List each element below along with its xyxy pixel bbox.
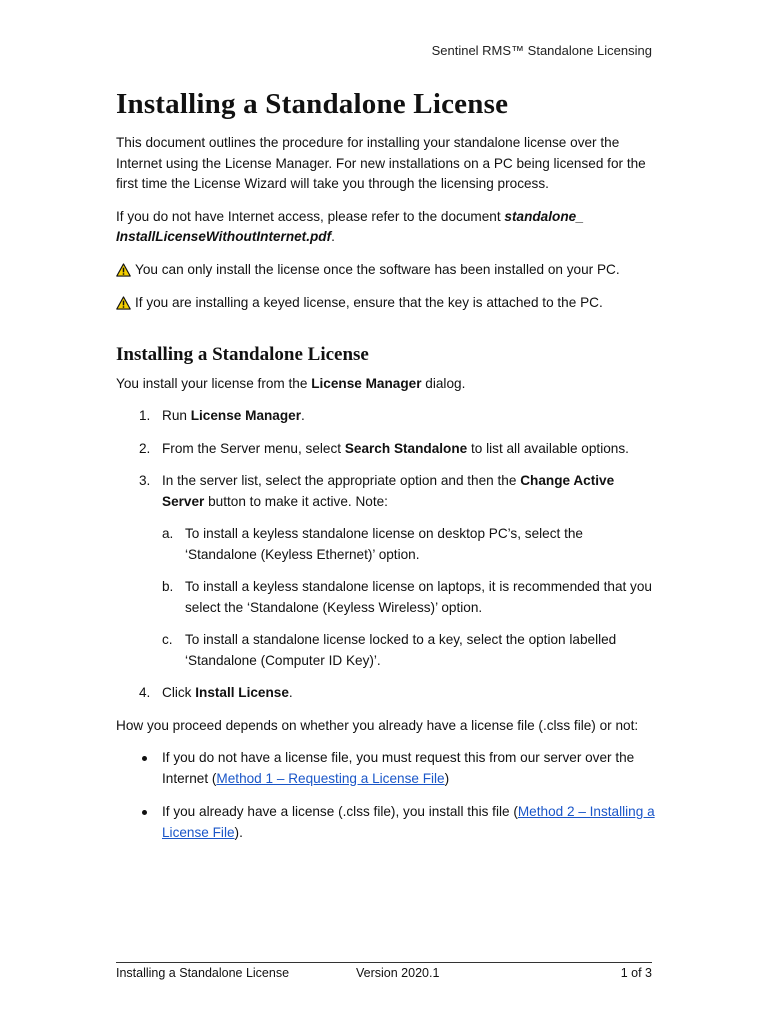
section-heading: Installing a Standalone License [116, 343, 369, 365]
footer-title: Installing a Standalone License [116, 966, 290, 980]
steps-list [116, 406, 656, 704]
page-footer [116, 962, 652, 980]
substep-text: To install a standalone license locked to a key, select the option labelled ‘Standalone (Computer ID Key)’. [185, 632, 617, 668]
step-number: 1. [139, 408, 151, 423]
bullet-end: ) [444, 770, 450, 786]
warning-icon [116, 263, 131, 277]
page-number: 1 of 3 [620, 966, 652, 980]
document-reference: standalone_ InstallLicenseWithoutInternet.pdf [116, 208, 584, 244]
page-title: Installing a Standalone License [116, 88, 509, 120]
substep-letter: c. [162, 632, 173, 647]
list-item [162, 577, 656, 618]
proceed-paragraph: How you proceed depends on whether you already have a license file (.clss file) or not: [116, 717, 639, 733]
section-lead-end: dialog. [421, 375, 466, 391]
bullet-icon [142, 756, 147, 761]
step-end: . [288, 685, 293, 700]
step-bold: License Manager [190, 408, 302, 423]
substep-letter: b. [162, 579, 174, 594]
step-text: In the server list, select the appropriate option and then the [162, 473, 521, 488]
running-header: Sentinel RMS™ Standalone Licensing [431, 43, 652, 58]
bullet-text: If you already have a license (.clss file), you install this file ( [162, 804, 518, 819]
step-number: 2. [139, 440, 151, 456]
list-item [116, 748, 656, 789]
intro-paragraph: This document outlines the procedure for installing your standalone license over the Internet using the License Manager. For new installations on a PC being licensed for the first time the License Wizard will take you through the licensing process. [116, 135, 646, 191]
no-internet-paragraph [116, 207, 656, 248]
license-manager-label: License Manager [311, 375, 422, 391]
list-item [116, 406, 656, 427]
list-item [162, 630, 656, 671]
step-end: to list all available options. [467, 440, 629, 456]
substep-text: To install a keyless standalone license on desktop PC’s, select the ‘Standalone (Keyless Ethernet)’ option. [185, 526, 583, 562]
substeps-list [162, 524, 656, 671]
step-end: button to make it active. Note: [204, 493, 388, 509]
warning-text: If you are installing a keyed license, ensure that the key is attached to the PC. [135, 295, 603, 310]
step-end: . [301, 408, 305, 423]
step-text: Click [162, 685, 196, 700]
bullet-end: ). [234, 824, 243, 840]
list-item [116, 471, 656, 671]
no-internet-text: If you do not have Internet access, please refer to the document [116, 208, 505, 224]
warning-text: You can only install the license once the software has been installed on your PC. [135, 261, 620, 277]
step-text: From the Server menu, select [162, 440, 345, 456]
step-number: 4. [139, 685, 151, 700]
warning-icon [116, 296, 131, 310]
method-2-link[interactable]: Method 2 – Installing a License File [162, 804, 655, 840]
list-item [116, 439, 656, 460]
step-bold: Install License [195, 685, 289, 700]
substep-letter: a. [162, 526, 174, 541]
no-internet-end: . [331, 229, 335, 244]
warning-note [116, 260, 656, 281]
step-bold: Change Active Server [162, 473, 615, 509]
bullet-icon [142, 810, 147, 815]
footer-version: Version 2020.1 [356, 966, 440, 980]
document-body [116, 88, 656, 856]
step-number: 3. [139, 473, 151, 488]
bullet-text: If you do not have a license file, you must request this from our server over the Internet ( [162, 750, 635, 786]
substep-text: To install a keyless standalone license on laptops, it is recommended that you select the ‘Standalone (Keyless Wireless)’ option. [185, 579, 652, 615]
options-list [116, 748, 656, 843]
warning-note [116, 293, 656, 314]
list-item [116, 802, 656, 843]
section-lead-text: You install your license from the [116, 375, 312, 391]
section-lead [116, 374, 656, 395]
method-1-link[interactable]: Method 1 – Requesting a License File [216, 770, 445, 786]
list-item [162, 524, 656, 565]
step-bold: Search Standalone [344, 440, 468, 456]
step-text: Run [162, 408, 191, 423]
list-item [116, 683, 656, 704]
